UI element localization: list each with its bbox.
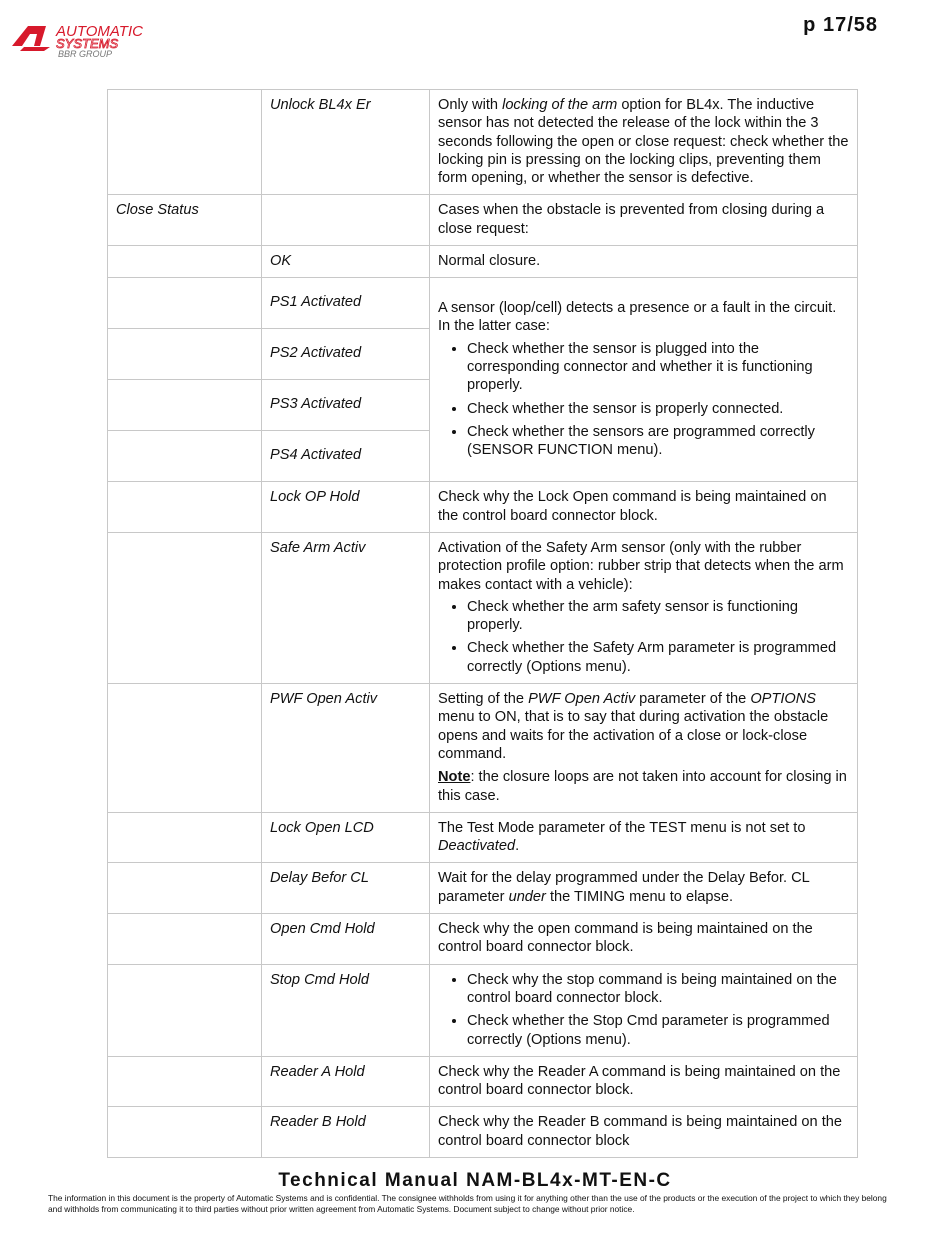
status-cell: [108, 684, 262, 813]
table-row: [108, 532, 858, 683]
code-cell: OK: [262, 246, 430, 278]
description-cell: Check why the Lock Open command is being maintained on the control board connector block.: [430, 482, 858, 533]
status-cell: [108, 532, 262, 683]
code-cell: Delay Befor CL: [262, 863, 430, 914]
logo-text-group: BBR GROUP: [58, 49, 113, 59]
desc-text: Only with: [438, 97, 503, 113]
desc-emphasis: locking of the arm: [502, 97, 618, 113]
table-row: [108, 1107, 858, 1158]
table-row: [108, 195, 858, 246]
status-cell: [108, 914, 262, 965]
list-item: • Check whether the arm safety sensor is functioning properly.: [467, 598, 849, 635]
status-cell: [108, 380, 262, 431]
code-cell: PS3 Activated: [262, 380, 430, 431]
code-cell: Reader A Hold: [262, 1056, 430, 1107]
description-cell: [430, 964, 858, 1056]
status-cell: [108, 863, 262, 914]
status-cell: [108, 246, 262, 278]
status-cell: [108, 278, 262, 329]
code-cell: Stop Cmd Hold: [262, 964, 430, 1056]
status-cell: Close Status: [108, 195, 262, 246]
table-row: [108, 278, 858, 329]
confidentiality-notice: The information in this document is the property of Automatic Systems and is confidential. The consignee withholds from using it for anything other than the use of the products or the execution of the project to which they belong and withholds from communicating it to third parties without prior written agreement from Automatic Systems. Document subject to change without prior notice.: [48, 1193, 887, 1214]
list-item: • Check whether the Safety Arm parameter is programmed correctly (Options menu).: [467, 639, 849, 676]
desc-text: The Test Mode parameter of the TEST menu is not set to: [438, 819, 806, 836]
desc-emphasis: Deactivated: [438, 838, 516, 855]
description-cell: [430, 90, 858, 195]
status-cell: [108, 812, 262, 863]
description-cell: [430, 684, 858, 813]
desc-emphasis: under: [508, 888, 546, 905]
description-cell: [430, 278, 858, 482]
table-row: [108, 90, 858, 195]
table-row: [108, 1056, 858, 1107]
description-cell: Check why the Reader B command is being maintained on the control board connector block: [430, 1107, 858, 1158]
code-cell: Unlock BL4x Er: [262, 90, 430, 195]
code-cell: [262, 195, 430, 246]
desc-text: Activation of the Safety Arm sensor (only with the rubber protection profile option: rubber strip that detects when the arm makes contact with a vehicle):: [438, 539, 844, 593]
list-item: • Check whether the sensor is plugged into the corresponding connector and whether it is functioning properly.: [467, 340, 849, 395]
desc-text: the TIMING menu to elapse.: [545, 888, 734, 905]
table-row: [108, 246, 858, 278]
status-cell: [108, 329, 262, 380]
company-logo: [10, 22, 185, 62]
code-cell: PS1 Activated: [262, 278, 430, 329]
table-row: [108, 863, 858, 914]
desc-text: parameter of the: [635, 691, 751, 708]
logo-text-automatic: AUTOMATIC: [56, 23, 143, 40]
desc-emphasis: OPTIONS: [750, 691, 817, 708]
bullet-list: [438, 598, 849, 676]
list-item: • Check whether the Stop Cmd parameter is programmed correctly (Options menu).: [467, 1012, 849, 1049]
status-cell: [108, 1056, 262, 1107]
logo-text-systems: SYSTEMS: [56, 36, 119, 51]
status-cell: [108, 90, 262, 195]
note-label: Note: [438, 769, 471, 786]
code-cell: PS4 Activated: [262, 431, 430, 482]
page-number: p 17/58: [803, 14, 878, 36]
list-item: • Check why the stop command is being maintained on the control board connector block.: [467, 971, 849, 1008]
status-cell: [108, 1107, 262, 1158]
status-cell: [108, 482, 262, 533]
code-cell: Lock OP Hold: [262, 482, 430, 533]
code-cell: PS2 Activated: [262, 329, 430, 380]
description-cell: [430, 812, 858, 863]
desc-text: .: [515, 838, 520, 855]
bullet-list: [438, 971, 849, 1049]
description-cell: Cases when the obstacle is prevented from closing during a close request:: [430, 195, 858, 246]
description-cell: Check why the Reader A command is being maintained on the control board connector block.: [430, 1056, 858, 1107]
document-title: Technical Manual NAM-BL4x-MT-EN-C: [278, 1170, 672, 1191]
code-cell: PWF Open Activ: [262, 684, 430, 813]
note-text: : the closure loops are not taken into account for closing in this case.: [438, 769, 847, 804]
status-table: [107, 89, 858, 1158]
bullet-list: [438, 340, 849, 460]
code-cell: Safe Arm Activ: [262, 532, 430, 683]
desc-emphasis: PWF Open Activ: [528, 691, 636, 708]
table-row: [108, 482, 858, 533]
desc-text: Wait for the delay programmed under the Delay Befor. CL parameter: [438, 870, 810, 905]
table-row: [108, 684, 858, 813]
code-cell: Open Cmd Hold: [262, 914, 430, 965]
table-row: [108, 812, 858, 863]
description-cell: [430, 863, 858, 914]
table-row: [108, 914, 858, 965]
logo-mark-icon: [10, 22, 185, 62]
list-item: • Check whether the sensors are programmed correctly (SENSOR FUNCTION menu).: [467, 423, 849, 460]
desc-text: Setting of the: [438, 691, 529, 708]
description-cell: Normal closure.: [430, 246, 858, 278]
desc-text: menu to ON, that is to say that during activation the obstacle opens and waits for the activation of a close or lock-close command.: [438, 709, 829, 762]
code-cell: Lock Open LCD: [262, 812, 430, 863]
status-cell: [108, 431, 262, 482]
list-item: • Check whether the sensor is properly connected.: [467, 400, 849, 418]
desc-text: A sensor (loop/cell) detects a presence or a fault in the circuit. In the latter case:: [438, 300, 837, 335]
status-cell: [108, 964, 262, 1056]
description-cell: Check why the open command is being maintained on the control board connector block.: [430, 914, 858, 965]
code-cell: Reader B Hold: [262, 1107, 430, 1158]
description-cell: [430, 532, 858, 683]
desc-text: option for BL4x. The inductive sensor has not detected the release of the lock within the 3 seconds following the open or close request: check whether the locking pin is pressing on the locking clips, preventing them form opening, or whether the sensor is defective.: [438, 97, 849, 187]
table-row: [108, 964, 858, 1056]
